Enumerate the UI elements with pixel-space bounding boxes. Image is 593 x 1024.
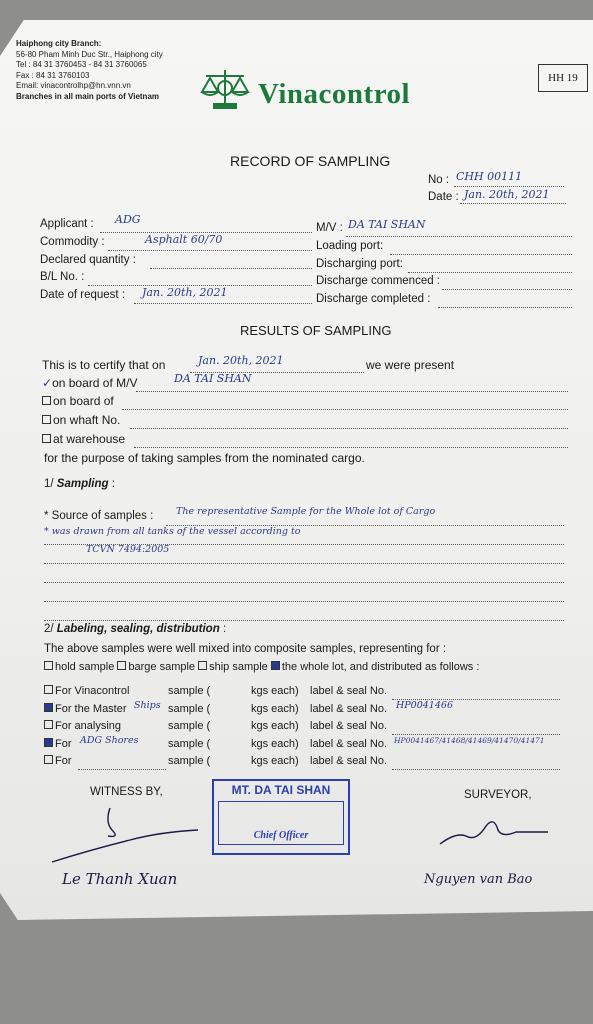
distribution-row: [44, 755, 72, 767]
distribution-row: [44, 703, 127, 715]
distribution-prefix: For analysing: [55, 720, 122, 732]
ship-stamp: [212, 779, 350, 855]
presence-label: on whaft No.: [53, 413, 121, 427]
distribution-kgs: kgs each): [251, 685, 299, 697]
distribution-prefix: For: [55, 738, 72, 750]
checkbox-icon: [42, 434, 51, 443]
distribution-row: [44, 738, 72, 750]
distribution-kgs: kgs each): [251, 720, 299, 732]
checkbox-checked-icon: [44, 738, 53, 747]
presence-row-whaft: [42, 413, 120, 427]
discharging-port-label: Discharging port:: [316, 258, 403, 270]
distribution-seal: label & seal No.: [310, 720, 388, 732]
distribution-prefix: For: [55, 755, 72, 767]
checkbox-icon: [44, 720, 53, 729]
date-of-request-value: Jan. 20th, 2021: [142, 286, 228, 299]
stamp-ship-name: MT. DA TAI SHAN: [231, 783, 331, 797]
source-line-4: [44, 570, 564, 583]
sampling-heading: [44, 478, 115, 490]
sample-type-label: hold sample: [55, 661, 115, 673]
sampling-heading-num: 1/: [44, 478, 54, 490]
presence-row-mv: [42, 376, 137, 390]
no-label: No :: [428, 174, 450, 186]
bl-label: B/L No. :: [40, 271, 85, 283]
branch-info: [16, 39, 163, 102]
discharge-completed-label: Discharge completed :: [316, 293, 431, 305]
branch-list: Branches in all main ports of Vietnam: [16, 91, 159, 101]
distribution-seal: label & seal No.: [310, 703, 388, 715]
branch-address: 56-80 Pham Minh Duc Str., Haiphong city: [16, 49, 163, 59]
certify-suffix: we were present: [366, 358, 455, 372]
labeling-heading-text: Labeling, sealing, distribution: [56, 623, 220, 635]
purpose-text: for the purpose of taking samples from the nominated cargo.: [44, 451, 365, 465]
bl-line: [88, 273, 312, 286]
mixed-text: The above samples were well mixed into composite samples, representing for :: [44, 643, 447, 655]
declared-quantity-line: [150, 256, 312, 269]
distribution-sample: sample (: [168, 703, 211, 715]
distribution-kgs: kgs each): [251, 755, 299, 767]
loading-port-label: Loading port:: [316, 240, 384, 252]
source-line-2-text: * was drawn from all tanks of the vessel according to: [44, 526, 301, 537]
certify-date: Jan. 20th, 2021: [198, 354, 284, 367]
source-line-3-text: TCVN 7494:2005: [86, 544, 170, 555]
labeling-heading-num: 2/: [44, 623, 54, 635]
distribution-prefix: For Vinacontrol: [55, 685, 130, 697]
presence-label: on board of M/V: [52, 376, 138, 390]
presence-mv-value: DA TAI SHAN: [174, 372, 252, 385]
distribution-row: [44, 685, 129, 697]
distribution-hand: Ships: [134, 700, 161, 711]
applicant-label: Applicant :: [40, 218, 94, 230]
branch-tel: Tel : 84 31 3760453 - 84 31 3760065: [16, 60, 147, 69]
branch-email: Email: vinacontrolhp@hn.vnn.vn: [16, 81, 131, 90]
applicant-value: ADG: [115, 213, 141, 226]
checkbox-checked-icon: [44, 703, 53, 712]
discharge-commenced-line: [442, 277, 572, 290]
surveyor-name-signature: Nguyen van Bao: [424, 872, 533, 887]
checkbox-icon: [198, 661, 207, 670]
date-of-request-label: Date of request :: [40, 289, 126, 301]
checkbox-icon: [44, 685, 53, 694]
witness-name-signature: Le Thanh Xuan: [62, 870, 178, 888]
discharging-port-line: [408, 260, 572, 273]
brand-name: Vinacontrol: [258, 78, 411, 110]
mv-value: DA TAI SHAN: [348, 218, 426, 231]
checkbox-icon: [117, 661, 126, 670]
distribution-sample: sample (: [168, 685, 211, 697]
date-value: Jan. 20th, 2021: [464, 188, 550, 201]
presence-board-line: [122, 397, 568, 410]
distribution-prefix: For the Master: [55, 703, 127, 715]
seal-line: [392, 687, 560, 700]
distribution-kgs: kgs each): [251, 738, 299, 750]
mv-label: M/V :: [316, 222, 343, 234]
discharge-completed-line: [438, 295, 572, 308]
distribution-seal: label & seal No.: [310, 738, 388, 750]
discharge-commenced-label: Discharge commenced :: [316, 275, 440, 287]
sample-type-label: the whole lot, and distributed as follows :: [281, 661, 480, 673]
seal-line: [392, 757, 560, 770]
checkbox-icon: [44, 661, 53, 670]
source-line-5: [44, 589, 564, 602]
commodity-label: Commodity :: [40, 236, 105, 248]
no-value: CHH 00111: [456, 170, 523, 183]
source-line-1-text: The representative Sample for the Whole lot of Cargo: [176, 506, 436, 517]
witness-label: WITNESS BY,: [90, 786, 163, 798]
distribution-seal: label & seal No.: [310, 755, 388, 767]
sampling-heading-colon: :: [111, 478, 115, 490]
form-code: HH 19: [538, 64, 588, 92]
sample-type-label: barge sample: [128, 661, 196, 673]
branch-name: Haiphong city Branch:: [16, 39, 102, 48]
surveyor-label: SURVEYOR,: [464, 789, 532, 801]
distribution-row: [44, 720, 121, 732]
for-line: [78, 757, 166, 770]
distribution-sample: sample (: [168, 720, 211, 732]
checkbox-icon: [44, 755, 53, 764]
document-title: RECORD OF SAMPLING: [230, 153, 391, 169]
sample-type-label: ship sample: [209, 661, 268, 673]
presence-label: at warehouse: [53, 432, 126, 446]
commodity-value: Asphalt 60/70: [145, 233, 223, 246]
labeling-heading: [44, 623, 226, 635]
source-label: * Source of samples :: [44, 510, 154, 522]
surveyor-signature-icon: [436, 812, 556, 857]
distribution-seal-value: HP0041466: [396, 700, 453, 711]
loading-port-line: [390, 242, 572, 255]
scales-logo-icon: [200, 66, 250, 115]
labeling-heading-colon: :: [222, 623, 227, 635]
distribution-seal-value: HP0041467/41468/41469/41470/41471: [394, 736, 545, 745]
checkbox-icon: [42, 396, 51, 405]
branch-fax: Fax : 84 31 3760103: [16, 70, 90, 80]
checkbox-icon: [42, 415, 51, 424]
distribution-sample: sample (: [168, 738, 211, 750]
presence-whaft-line: [130, 416, 568, 429]
presence-label: on board of: [53, 394, 114, 408]
stamp-role: Chief Officer: [253, 830, 309, 841]
distribution-sample: sample (: [168, 755, 211, 767]
sampling-heading-text: Sampling: [56, 478, 109, 490]
distribution-kgs: kgs each): [251, 703, 299, 715]
checkmark-icon: ✓: [42, 376, 53, 390]
certify-prefix: This is to certify that on: [42, 358, 166, 372]
seal-line: [392, 722, 560, 735]
declared-quantity-label: Declared quantity :: [40, 254, 136, 266]
presence-row-board: [42, 394, 114, 408]
results-title: RESULTS OF SAMPLING: [240, 323, 392, 338]
witness-signature-icon: [50, 800, 200, 875]
distribution-seal: label & seal No.: [310, 685, 388, 697]
presence-row-warehouse: [42, 432, 125, 446]
presence-warehouse-line: [134, 435, 568, 448]
distribution-hand: ADG Shores: [80, 735, 139, 746]
checkbox-checked-icon: [271, 661, 280, 670]
sample-types: [44, 661, 479, 673]
source-line-6: [44, 608, 564, 621]
date-label: Date :: [428, 191, 459, 203]
